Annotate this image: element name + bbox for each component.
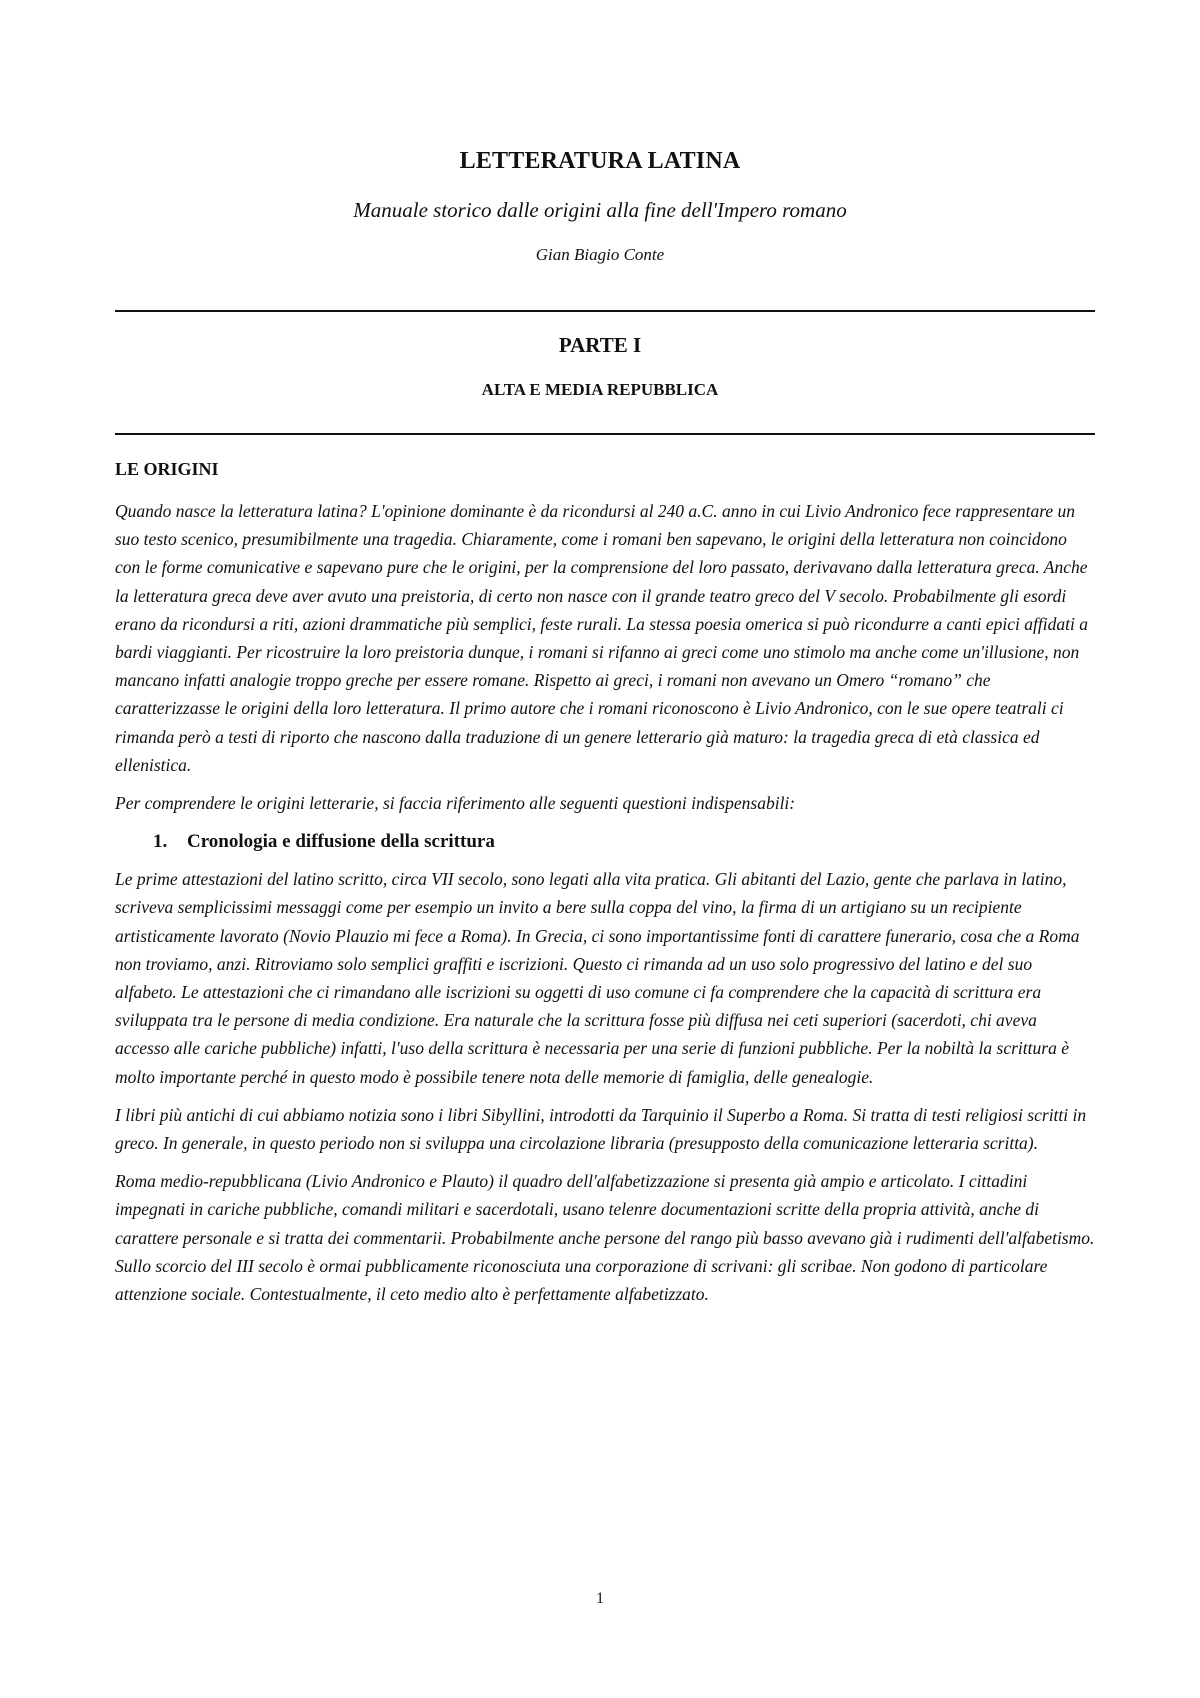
part-title: PARTE I [558,333,642,357]
paragraph-body: Roma medio-repubblicana (Livio Andronico e Plauto) il quadro dell'alfabetizzazione si presenta già ampio e articolato. I cittadini impegnati in cariche pubbliche, comandi militari e sacerdotali, usano telenre documentazioni scritte della propria attività, anche di carattere personale e si tratta dei commentarii. Probabilmente anche persone del rango più basso avevano già i rudimenti dell'alfabetismo. Sullo scorcio del III secolo è ormai pubblicamente riconosciuta una corporazione di scrivani: gli scribae. Non godono di particolare attenzione sociale. Contestualmente, il ceto medio alto è perfettamente alfabetizzato. [115,1171,1095,1305]
document-author: Gian Biagio Conte [535,245,665,264]
paragraph-body: Le prime attestazioni del latino scritto, circa VII secolo, sono legati alla vita pratica. Gli abitanti del Lazio, gente che parlava in latino, scriveva semplicissimi messaggi come per esempio un invito a bere sulla coppa del vino, la firma di un artigiano su un recipiente artisticamente lavorato (Novio Plauzio mi fece a Roma). In Grecia, ci sono importantissime fonti di carattere funerario, cosa che a Roma non troviamo, anzi. Ritroviamo solo semplici graffiti e iscrizioni. Questo ci rimanda ad un uso solo progressivo del latino e del suo alfabeto. Le attestazioni che ci rimandano alle iscrizioni su oggetti di uso comune ci fa comprendere che la capacità di scrittura era sviluppata tra le persone di media condizione. Era naturale che la scrittura fosse più diffusa nei ceti superiori (sacerdoti, chi aveva accesso alle cariche pubbliche) infatti, l'uso della scrittura è necessaria per una serie di funzioni pubbliche. Per la nobiltà la scrittura è molto importante perché in questo modo è possibile tenere nota delle memorie di famiglia, delle genealogie. [115,869,1080,1087]
numbered-heading-number: 1. [153,831,168,853]
part-subtitle: ALTA E MEDIA REPUBBLICA [481,380,719,399]
document-subtitle: Manuale storico dalle origini alla fine dell'Impero romano [353,198,847,222]
page-number: 1 [596,1590,604,1607]
paragraph-lead-in: Per comprendere le origini letterarie, si faccia riferimento alle seguenti questioni indispensabili: [115,793,796,814]
paragraph-body: I libri più antichi di cui abbiamo notizia sono i libri Sibyllini, introdotti da Tarquinio il Superbo a Roma. Si tratta di testi religiosi scritti in greco. In generale, in questo periodo non si sviluppa una circolazione libraria (presupposto della comunicazione letteraria scritta). [115,1104,1087,1154]
numbered-heading-label: Cronologia e diffusione della scrittura [187,831,495,853]
horizontal-rule-top [115,310,1095,312]
document-title: LETTERATURA LATINA [459,148,741,174]
section-heading: LE ORIGINI [115,459,219,479]
document-body [115,455,1095,1318]
numbered-heading [115,827,1095,857]
horizontal-rule-bottom [115,433,1095,435]
paragraph-intro: Quando nasce la letteratura latina? L'opinione dominante è da ricondursi al 240 a.C. anno in cui Livio Andronico fece rappresentare un suo testo scenico, presumibilmente una tragedia. Chiaramente, come i romani ben sapevano, le origini della letteratura non coincidono con le forme comunicative e sapevano pure che le origini, per la comprensione del loro passato, derivavano dalla letteratura greca. Anche la letteratura greca deve aver avuto una preistoria, di certo non nasce con il grande teatro greco del V secolo. Probabilmente gli esordi erano da ricondursi a riti, azioni drammatiche più semplici, feste rurali. La stessa poesia omerica si può ricondurre a canti epici affidati a bardi viaggianti. Per ricostruire la loro preistoria dunque, i romani si rifanno ai greci come uno stimolo ma anche come un'illusione, non mancano infatti analogie troppo greche per essere romane. Rispetto ai greci, i romani non avevano un Omero “romano” che caratterizzasse le origini della loro letteratura. Il primo autore che i romani riconoscono è Livio Andronico, con le sue opere teatrali ci rimanda però a testi di riporto che nascono dalla traduzione di un genere letterario già maturo: la tragedia greca di età classica ed ellenistica. [115,501,1088,775]
